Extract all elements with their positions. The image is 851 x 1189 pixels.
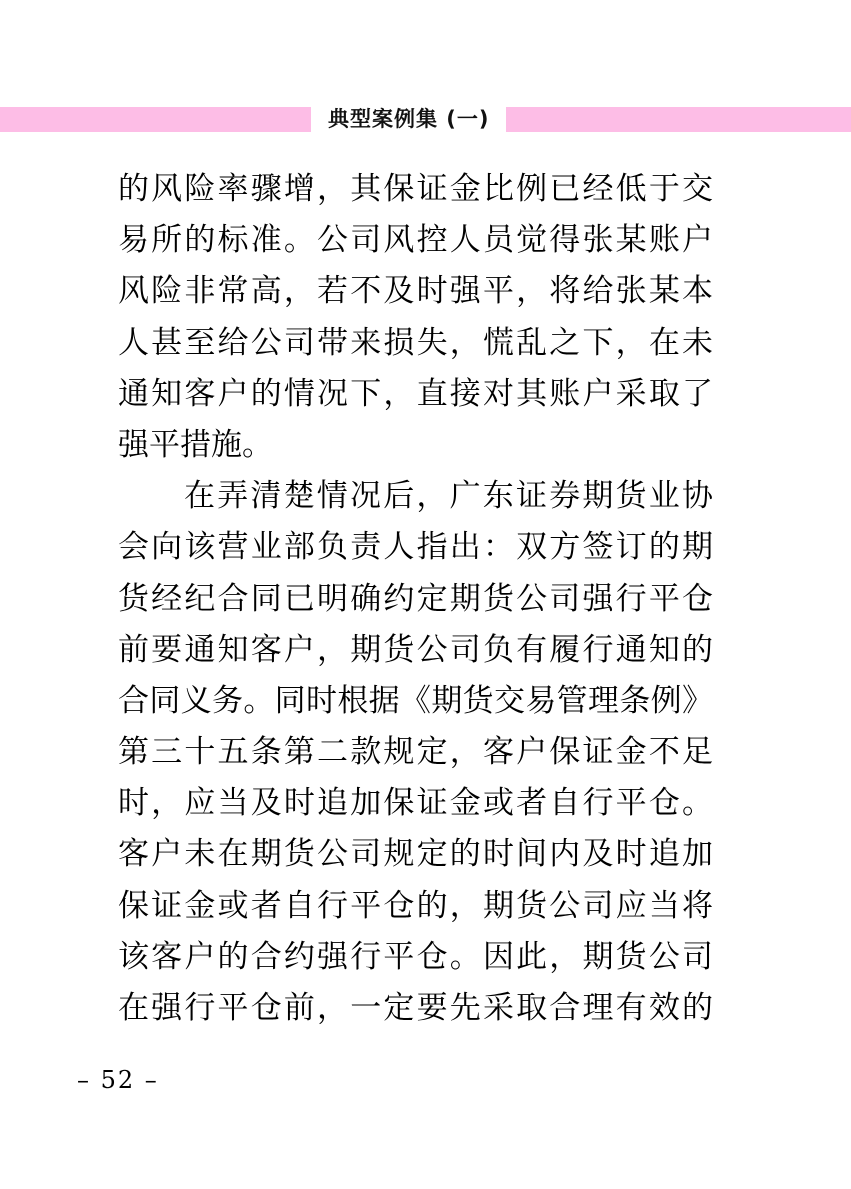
header-band-right [506,107,851,132]
body-line: 保证金或者自行平仓的，期货公司应当将 [118,887,713,924]
page-header [0,107,851,132]
body-text [118,164,713,1034]
body-line: 前要通知客户，期货公司负有履行通知的 [118,631,713,668]
body-line: 货经纪合同已明确约定期货公司强行平仓 [118,580,713,617]
body-line: 第三十五条第二款规定，客户保证金不足 [118,734,713,771]
header-title: 典型案例集 (一) [328,107,490,131]
header-band-left [0,107,311,132]
body-line: 该客户的合约强行平仓。因此，期货公司 [118,938,713,975]
body-line: 时，应当及时追加保证金或者自行平仓。 [118,785,713,822]
body-line: 会向该营业部负责人指出：双方签订的期 [118,529,713,566]
body-line: 风险非常高，若不及时强平，将给张某本 [118,273,713,310]
body-line: 强平措施。 [118,426,273,463]
body-line: 易所的标准。公司风控人员觉得张某账户 [118,222,713,259]
body-line: 合同义务。同时根据《期货交易管理条例》 [118,682,713,719]
body-line: 人甚至给公司带来损失，慌乱之下，在未 [118,324,713,361]
body-line: 通知客户的情况下，直接对其账户采取了 [118,375,713,412]
page-number: – 52 – [77,1066,159,1094]
body-line: 的风险率骤增，其保证金比例已经低于交 [118,171,713,207]
body-line: 在弄清楚情况后，广东证券期货业协 [184,478,713,515]
body-line: 在强行平仓前，一定要先采取合理有效的 [118,990,713,1026]
page-footer [77,1066,159,1094]
body-line: 客户未在期货公司规定的时间内及时追加 [118,836,713,873]
